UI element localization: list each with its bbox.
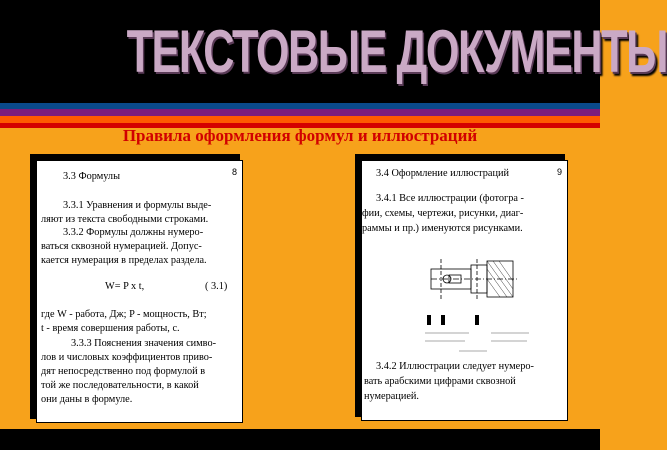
stripe-purple (0, 109, 600, 116)
text-line: фии, схемы, чертежи, рисунки, диаг- (362, 208, 524, 219)
text-line: где W - работа, Дж; P - мощность, Вт; (41, 309, 207, 320)
text-line: вать арабскими цифрами сквозной (364, 376, 516, 387)
text-line: кается нумерация в пределах раздела. (41, 255, 207, 266)
formula-number: ( 3.1) (205, 281, 228, 292)
text-line: ваться сквозной нумерацией. Допус- (41, 241, 202, 252)
formula: W= P x t, (105, 281, 145, 292)
text-line: 3.3.1 Уравнения и формулы выде- (63, 200, 212, 211)
text-line: t - время совершения работы, с. (41, 323, 180, 334)
footer-band (0, 429, 600, 450)
stripe-orange (0, 116, 600, 123)
text-line: той же последовательности, в какой (41, 380, 199, 391)
text-line: они даны в формуле. (41, 394, 133, 405)
technical-drawing-figure (417, 257, 547, 357)
text-line: дят непосредственно под формулой в (41, 366, 206, 377)
text-line: 3.3.3 Пояснения значения симво- (71, 338, 217, 349)
slide-title: ТЕКСТОВЫЕ ДОКУМЕНТЫ (126, 18, 667, 85)
text-line: 3.4.2 Иллюстрации следует нумеро- (376, 361, 534, 372)
section-heading: 3.4 Оформление иллюстраций (376, 168, 510, 179)
text-line: лов и числовых коэффициентов приво- (41, 352, 213, 363)
text-line: раммы и пр.) именуются рисунками. (362, 223, 523, 234)
text-line: 3.3.2 Формулы должны нумеро- (63, 227, 204, 238)
section-heading: 3.3 Формулы (63, 171, 120, 182)
left-page (36, 160, 243, 423)
page-number: 8 (231, 167, 237, 177)
slide-subtitle: Правила оформления формул и иллюстраций (122, 126, 478, 145)
text-line: нумерацией. (364, 391, 420, 402)
text-line: 3.4.1 Все иллюстрации (фотогра - (376, 193, 524, 204)
text-line: ляют из текста свободными строками. (41, 214, 209, 225)
page-number: 9 (556, 167, 562, 177)
right-page (361, 160, 568, 421)
